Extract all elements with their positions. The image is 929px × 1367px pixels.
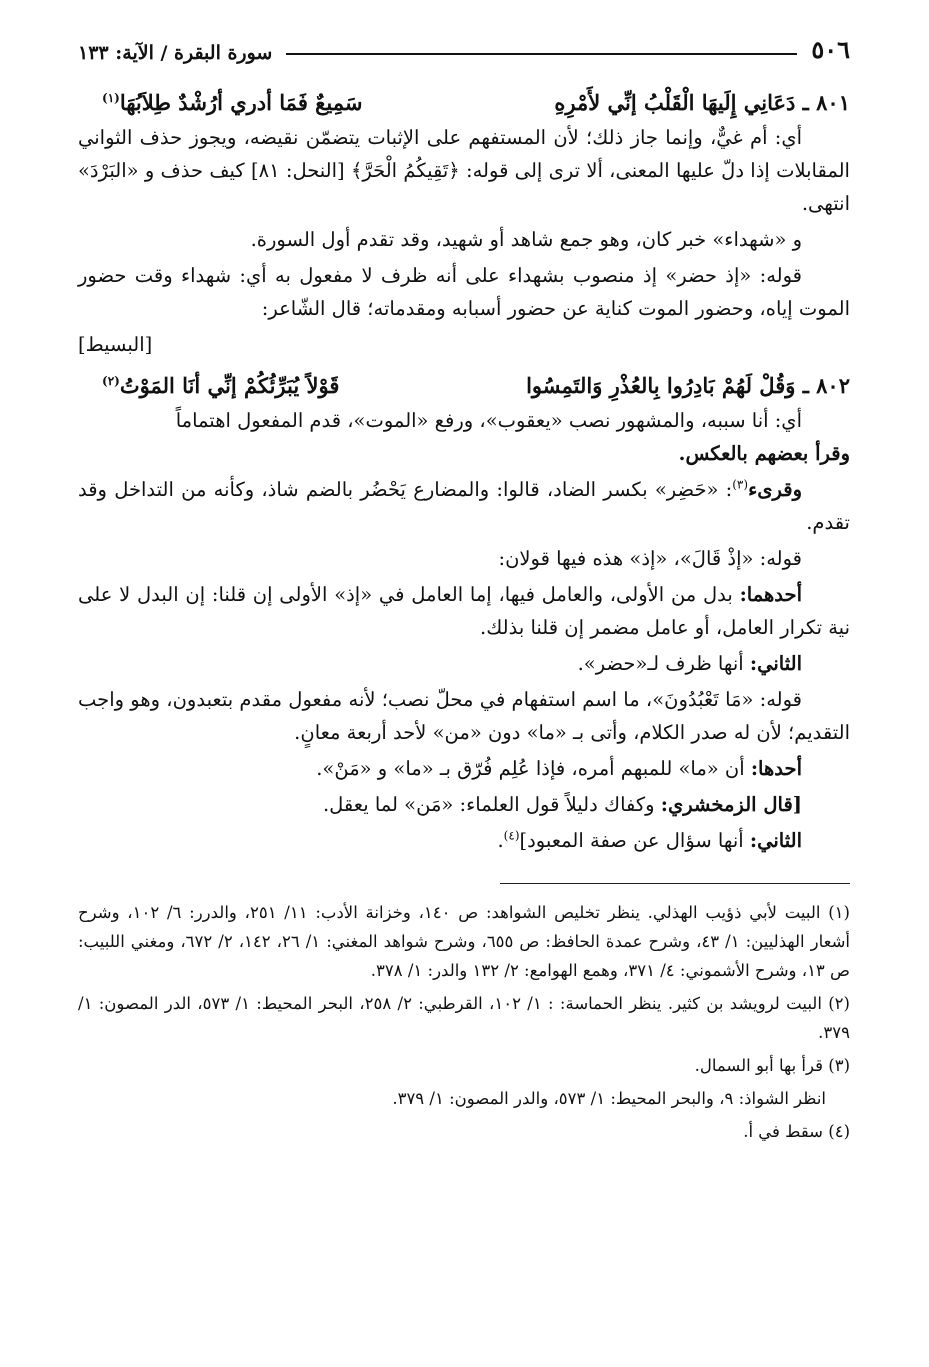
paragraph: و «شهداء» خبر كان، وهو جمع شاهد أو شهيد، وقد تقدم أول السورة.	[250, 228, 802, 251]
header-rule	[286, 53, 797, 55]
main-text	[78, 86, 850, 857]
footnote-2: (٢) البيت لرويشد بن كثير. ينظر الحماسة: : ١/ ١٠٢، القرطبي: ٢/ ٢٥٨، البحر المحيط: ١/ ٥٧٣، الدر المصون: ١/ ٣٧٩.	[78, 994, 850, 1042]
footnote-1: (١) البيت لأبي ذؤيب الهذلي. ينظر تخليص الشواهد: ص ١٤٠، وخزانة الأدب: ١١/ ٢٥١، والدرر: ٦/ ١٠٢، وشرح أشعار الهذليين: ١/ ٤٣، وشرح عمدة الحافظ: ص ٦٥٥، وشرح شواهد المغني: ١/ ٢٦، ١٤٢، ٢/ ٦٧٢، ومغني اللبيب: ص ١٣، وشرح الأشموني: ٤/ ٣٧١، وهمع الهوامع: ٢/ ١٣٢ والدر: ١/ ٣٧٨.	[78, 903, 850, 980]
paragraph: وقرىء$^{(٣)}$: «حَضِر» بكسر الضاد، قالوا: والمضارع يَحْضُر بالضم شاذ، وكأنه من التداخل وقد تقدم.	[78, 477, 850, 534]
footnote-ref: (٣)	[732, 477, 749, 492]
paragraph: قوله: «إذ حضر» إذ منصوب بشهداء على أنه ظرف لا مفعول به أي: شهداء وقت حضور الموت إياه، وحضور الموت كناية عن حضور أسبابه ومقدماته؛ قال الشّاعر:	[78, 264, 850, 320]
footnote-ref: (٤)	[503, 828, 520, 843]
page-number: ٥٠٦	[811, 35, 850, 64]
paragraph: الثاني: أنها سؤال عن صفة المعبود]$^{(٤)}$.	[497, 828, 802, 852]
verse-first-hemistich: ٨٠١ ـ دَعَانِي إِلَيهَا الْقَلْبُ إنِّي لأَمْرِهِ	[554, 90, 850, 115]
verse-first-hemistich: ٨٠٢ ـ وَقُلْ لَهُمْ بَادِرُوا بِالعُذْرِ وَالتَمِسُوا	[526, 373, 850, 398]
verse-second-hemistich: سَمِيعٌ فَمَا أدري أرُشْدٌ طِلاَبُهَا$^{(١)}$	[102, 90, 363, 115]
footnote-3-continued: انظر الشواذ: ٩، والبحر المحيط: ١/ ٥٧٣، والدر المصون: ١/ ٣٧٩.	[392, 1089, 826, 1108]
paragraph: [قال الزمخشري: وكفاك دليلاً قول العلماء: «مَن» لما يعقل.	[322, 793, 802, 816]
meter-label: [البسيط]	[78, 333, 153, 356]
paragraph: أحدهما: بدل من الأولى، والعامل فيها، إما العامل في «إذ» الأولى إن قلنا: إن البدل لا على نية تكرار العامل، أو عامل مضمر إن قلنا بذلك.	[78, 583, 850, 639]
paragraph: أحدها: أن «ما» للمبهم أمره، فإذا عُلِم فُرّق بـ «ما» و «مَنْ».	[316, 757, 802, 780]
footnotes	[78, 898, 850, 1146]
running-title: سورة البقرة / الآية: ١٣٣	[78, 42, 273, 64]
footnote-separator	[500, 883, 850, 884]
verse-802	[78, 369, 850, 402]
page	[78, 28, 850, 1150]
page-header	[78, 28, 850, 64]
footnote-ref: (١)	[102, 91, 120, 105]
footnote-4: (٤) سقط في أ.	[743, 1122, 850, 1141]
verse-801	[78, 86, 850, 119]
paragraph: أي: أنا سببه، والمشهور نصب «يعقوب»، ورفع «الموت»، قدم المفعول اهتماماً وقرأ بعضهم بالعكس.	[175, 409, 850, 465]
paragraph: قوله: «إذْ قَالَ»، «إذ» هذه فيها قولان:	[498, 547, 802, 570]
verse-second-hemistich: قَوْلاً يُبَرِّئُكُمْ إنِّي أنَا المَوْتُ$^{(٢)}$	[102, 373, 340, 398]
paragraph: أي: أم غيٌّ، وإنما جاز ذلك؛ لأن المستفهم على الإثبات يتضمّن نقيضه، ويجوز حذف الثواني المقابلات إذا دلّ عليها المعنى، ألا ترى إلى قوله: ﴿تَقِيكُمُ الْحَرَّ﴾ [النحل: ٨١] كيف حذف و «البَرْدَ» انتهى.	[78, 126, 850, 215]
footnote-3: (٣) قرأ بها أبو السمال.	[694, 1056, 850, 1075]
footnote-ref: (٢)	[102, 374, 120, 388]
paragraph: الثاني: أنها ظرف لـ«حضر».	[577, 652, 802, 675]
paragraph: قوله: «مَا تَعْبُدُونَ»، ما اسم استفهام في محلّ نصب؛ لأنه مفعول مقدم بتعبدون، وهو واجب التقديم؛ لأن له صدر الكلام، وأتى بـ «ما» دون «من» لأحد أربعة معانٍ.	[78, 688, 850, 744]
